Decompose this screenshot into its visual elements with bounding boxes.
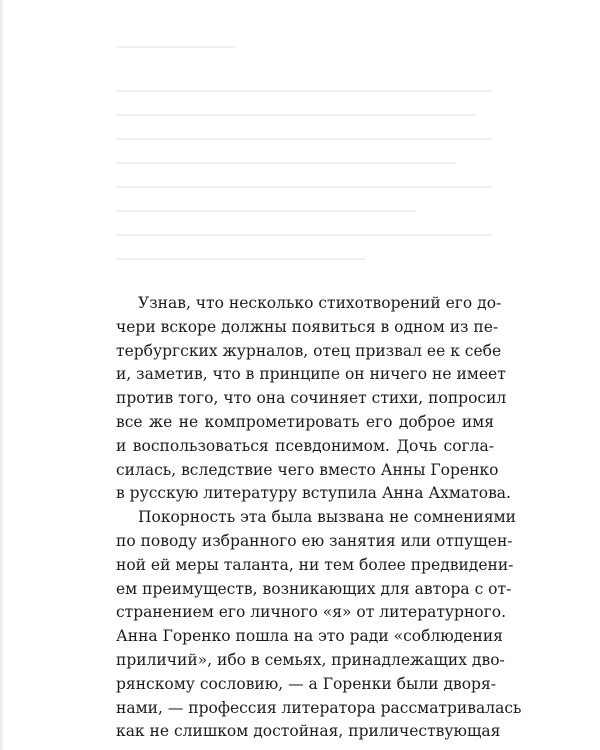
text-line: против того, что она сочиняет стихи, попросил [116, 389, 507, 408]
paragraph-2 [116, 506, 522, 744]
text-line: Анна Горенко пошла на это ради «соблюдения [116, 627, 503, 646]
text-line: странением его личного «я» от литературного. [116, 603, 507, 622]
text-line: по поводу избранного ею занятия или отпущен- [116, 531, 513, 550]
text-line: все же не компрометировать его доброе имя [116, 412, 494, 431]
body-text [116, 292, 522, 744]
text-line: как не слишком достойная, приличествующая [116, 722, 501, 741]
bleed-line [116, 234, 492, 236]
reverse-side-show-through [116, 40, 492, 280]
text-line: приличий», ибо в семьях, принадлежащих дво- [116, 650, 505, 669]
bleed-line [116, 138, 492, 140]
text-line: тербургских журналов, отец призвал ее к себе [116, 341, 502, 360]
text-line: в русскую литературу вступила Анна Ахматова. [116, 484, 511, 503]
paragraph-1 [116, 292, 511, 506]
text-line: и, заметив, что в принципе он ничего не имеет [116, 365, 506, 384]
text-line: нами, — профессия литератора рассматривалась [116, 698, 522, 717]
text-line: рянскому сословию, — а Горенки были дворя- [116, 674, 496, 693]
text-line: Покорность эта была вызвана не сомнениями [138, 508, 516, 527]
bleed-line [116, 162, 456, 164]
bleed-line [116, 114, 476, 116]
bleed-line [116, 46, 236, 48]
text-line: ной ей меры таланта, ни тем более предвидени- [116, 555, 514, 574]
bleed-line [116, 186, 492, 188]
page-edge-shadow [0, 0, 4, 750]
text-line: чери вскоре должны появиться в одном из пе- [116, 317, 499, 336]
bleed-line [116, 210, 416, 212]
text-line: и воспользоваться псевдонимом. Дочь согла- [116, 436, 494, 455]
text-line: ем преимуществ, возникающих для автора с от- [116, 579, 512, 598]
bleed-line [116, 90, 492, 92]
bleed-line [116, 258, 366, 260]
text-line: силась, вследствие чего вместо Анны Горенко [116, 460, 499, 479]
text-line: Узнав, что несколько стихотворений его до- [138, 294, 502, 312]
